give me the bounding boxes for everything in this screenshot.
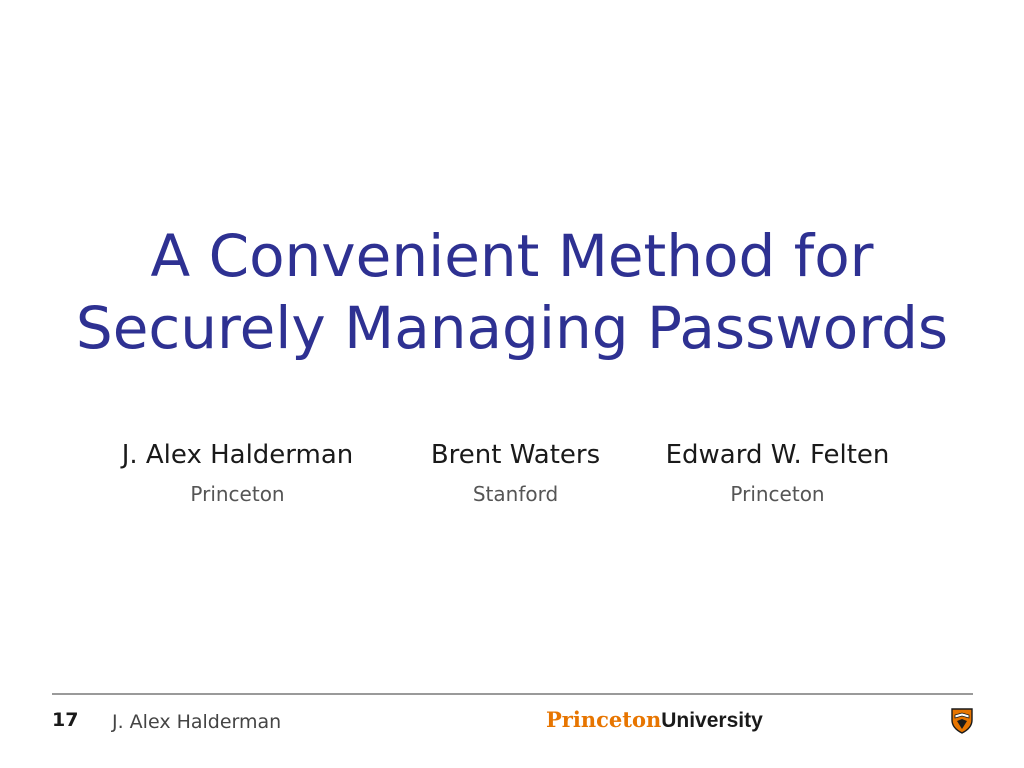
author-block (105, 440, 370, 506)
slide-title (0, 220, 1024, 364)
author-block (650, 440, 905, 506)
author-affiliation: Princeton (730, 482, 825, 506)
slide-number: 17 (52, 709, 79, 731)
author-name: Brent Waters (430, 440, 601, 470)
princeton-university-logo (546, 707, 763, 733)
footer-divider (52, 693, 973, 695)
title-line-2: Securely Managing Passwords (75, 294, 949, 362)
author-block (418, 440, 613, 506)
logo-princeton-text: Princeton (546, 707, 662, 732)
princeton-shield-icon (951, 708, 973, 734)
footer-author: J. Alex Halderman (112, 711, 282, 733)
logo-university-text: University (661, 709, 763, 732)
author-affiliation: Stanford (472, 482, 559, 506)
author-name: J. Alex Halderman (121, 440, 354, 470)
title-line-1: A Convenient Method for (150, 222, 874, 290)
author-affiliation: Princeton (190, 482, 285, 506)
author-name: Edward W. Felten (665, 440, 890, 470)
